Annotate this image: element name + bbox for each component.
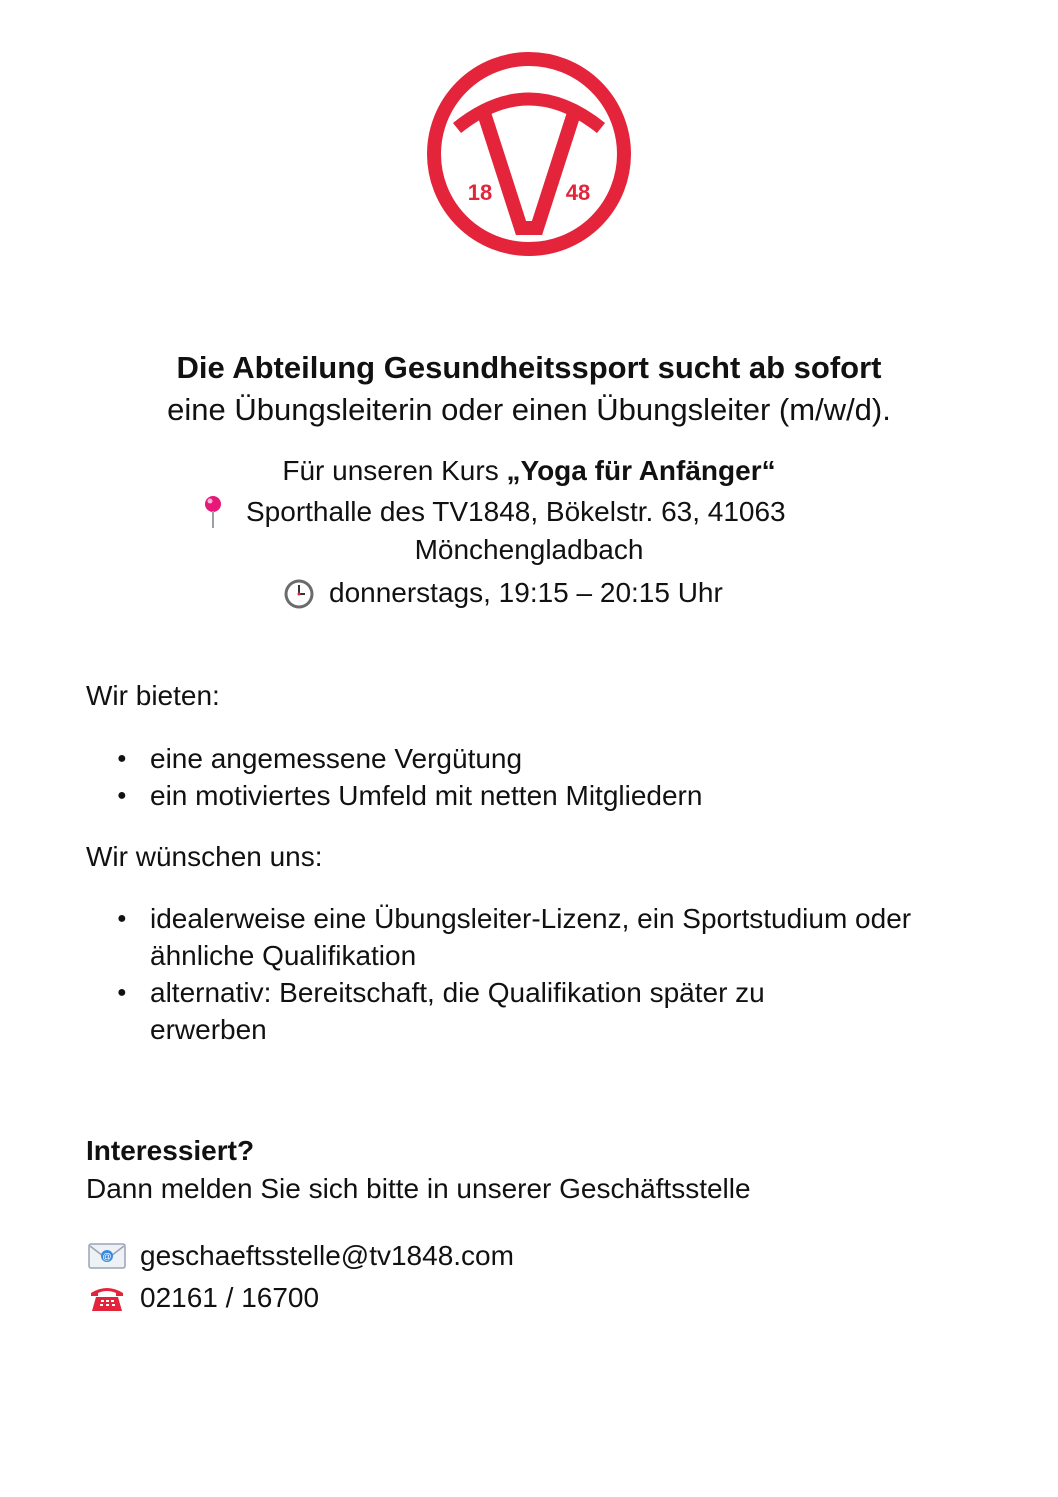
bullet-icon: ●	[117, 984, 127, 1001]
phone-number[interactable]: 02161 / 16700	[140, 1282, 320, 1313]
tv1848-logo	[425, 50, 633, 258]
pin-icon	[200, 495, 226, 529]
logo-number-right: 48	[565, 180, 591, 205]
list-item: ● ein motiviertes Umfeld mit netten Mitgliedern	[86, 777, 986, 814]
list-item: ● eine angemessene Vergütung	[86, 740, 986, 777]
list-item: ● alternativ: Bereitschaft, die Qualifikation später zu erwerben	[86, 974, 870, 1048]
course-line	[0, 454, 1058, 488]
list-item: ● idealerweise eine Übungsleiter-Lizenz, ein Sportstudium oder ähnliche Qualifikation	[86, 900, 970, 974]
time-text: donnerstags, 19:15 – 20:15 Uhr	[329, 577, 723, 608]
bullet-icon: ●	[117, 910, 127, 927]
headline-line-2: eine Übungsleiterin oder einen Übungsleiter (m/w/d).	[167, 392, 891, 427]
location-text: Sporthalle des TV1848, Bökelstr. 63, 41063	[246, 496, 786, 527]
clock-icon	[283, 578, 315, 610]
time-line	[283, 576, 723, 610]
offer-label: Wir bieten:	[86, 680, 220, 711]
email-row	[88, 1239, 514, 1273]
course-name: „Yoga für Anfänger“	[506, 455, 776, 486]
headline-line-1: Die Abteilung Gesundheitssport sucht ab sofort	[176, 350, 882, 385]
telephone-icon	[88, 1283, 126, 1313]
contact-subtext: Dann melden Sie sich bitte in unserer Geschäftsstelle	[86, 1173, 751, 1204]
location-line-2: Mönchengladbach	[414, 534, 644, 565]
wishes-list	[86, 900, 986, 1048]
location-line	[200, 495, 786, 529]
offer-list	[86, 740, 986, 814]
bullet-icon: ●	[117, 750, 127, 767]
logo-number-left: 18	[467, 180, 493, 205]
contact-heading: Interessiert?	[86, 1135, 255, 1166]
bullet-icon: ●	[117, 787, 127, 804]
email-link[interactable]: geschaeftsstelle@tv1848.com	[140, 1240, 514, 1271]
phone-row	[88, 1281, 319, 1315]
svg-text:@: @	[102, 1251, 112, 1262]
wishes-label: Wir wünschen uns:	[86, 841, 323, 872]
envelope-icon	[88, 1241, 126, 1271]
course-prefix: Für unseren Kurs	[282, 455, 507, 486]
